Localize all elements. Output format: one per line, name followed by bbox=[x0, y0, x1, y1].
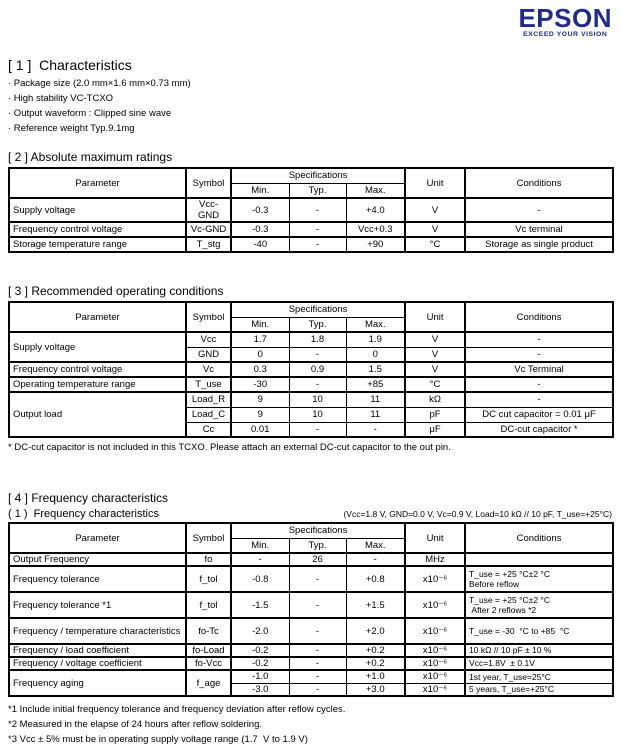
param-cell: Storage temperature range bbox=[9, 237, 186, 252]
min-cell: -0.3 bbox=[231, 198, 289, 222]
table-row bbox=[9, 377, 613, 392]
min-cell: 9 bbox=[231, 392, 289, 407]
header bbox=[8, 3, 612, 44]
header-conditions: Conditions bbox=[465, 523, 613, 553]
max-cell: +0.8 bbox=[346, 566, 405, 592]
symbol-cell: T_use bbox=[186, 377, 231, 392]
min-cell: -1.5 bbox=[231, 592, 289, 618]
typ-cell: - bbox=[289, 422, 346, 437]
table-header bbox=[9, 523, 613, 553]
max-cell: Vcc+0.3 bbox=[346, 222, 405, 237]
section-4-subtitle: ( 1 ) Frequency characteristics bbox=[8, 508, 159, 520]
max-cell: - bbox=[346, 553, 405, 566]
min-cell: 0.01 bbox=[231, 422, 289, 437]
unit-cell: x10⁻⁶ bbox=[405, 618, 465, 644]
absolute-maximum-ratings-table bbox=[8, 167, 614, 253]
max-cell: - bbox=[346, 422, 405, 437]
max-cell: 0 bbox=[346, 347, 405, 362]
max-cell: +0.2 bbox=[346, 657, 405, 670]
typ-cell: - bbox=[289, 566, 346, 592]
table-row bbox=[9, 566, 613, 592]
epson-logo-tagline: EXCEED YOUR VISION bbox=[523, 31, 608, 38]
header-max: Max. bbox=[346, 317, 405, 332]
header-parameter: Parameter bbox=[9, 302, 186, 332]
conditions-cell: 1st year, T_use=25°C bbox=[465, 670, 613, 683]
max-cell: +4.0 bbox=[346, 198, 405, 222]
frequency-characteristics-table bbox=[8, 522, 614, 697]
typ-cell: - bbox=[289, 683, 346, 696]
condition-line: T_use = +25 °C±2 °C bbox=[469, 568, 550, 579]
max-cell: +1.0 bbox=[346, 670, 405, 683]
header-specifications: Specifications bbox=[231, 168, 405, 183]
typ-cell: - bbox=[289, 618, 346, 644]
param-cell: Frequency aging bbox=[9, 670, 186, 696]
table-row bbox=[9, 198, 613, 222]
min-cell: -1.0 bbox=[231, 670, 289, 683]
typ-cell: 10 bbox=[289, 392, 346, 407]
conditions-cell: - bbox=[465, 347, 613, 362]
min-cell: -40 bbox=[231, 237, 289, 252]
condition-line: After 2 reflows *2 bbox=[469, 605, 537, 615]
max-cell: 1.5 bbox=[346, 362, 405, 377]
recommended-operating-conditions-table bbox=[8, 301, 614, 438]
header-conditions: Conditions bbox=[465, 168, 613, 198]
unit-cell: °C bbox=[405, 377, 465, 392]
condition-line: T_use = +25 °C±2 °C bbox=[469, 594, 550, 605]
min-cell: -3.0 bbox=[231, 683, 289, 696]
conditions-cell: Vcc=1.8V ± 0.1V bbox=[465, 657, 613, 670]
param-cell: Frequency control voltage bbox=[9, 222, 186, 237]
typ-cell: - bbox=[289, 670, 346, 683]
unit-cell: x10⁻⁶ bbox=[405, 592, 465, 618]
symbol-cell: f_tol bbox=[186, 592, 231, 618]
conditions-cell: T_use = -30 °C to +85 °C bbox=[465, 618, 613, 644]
typ-cell: 26 bbox=[289, 553, 346, 566]
table-row bbox=[9, 644, 613, 657]
table-row bbox=[9, 618, 613, 644]
typ-cell: - bbox=[289, 592, 346, 618]
conditions-cell: - bbox=[465, 198, 613, 222]
param-cell: Output Frequency bbox=[9, 553, 186, 566]
epson-logo bbox=[518, 3, 612, 44]
characteristics-list bbox=[8, 76, 612, 136]
min-cell: -0.3 bbox=[231, 222, 289, 237]
header-typ: Typ. bbox=[289, 183, 346, 198]
min-cell: -0.8 bbox=[231, 566, 289, 592]
typ-cell: - bbox=[289, 237, 346, 252]
table-row bbox=[9, 222, 613, 237]
section-1-title: [ 1 ] Characteristics bbox=[8, 57, 132, 73]
min-cell: -2.0 bbox=[231, 618, 289, 644]
param-cell: Supply voltage bbox=[9, 198, 186, 222]
header-symbol: Symbol bbox=[186, 168, 231, 198]
header-unit: Unit bbox=[405, 168, 465, 198]
header-typ: Typ. bbox=[289, 317, 346, 332]
conditions-cell: Storage as single product bbox=[465, 237, 613, 252]
unit-cell: x10⁻⁶ bbox=[405, 670, 465, 683]
header-symbol: Symbol bbox=[186, 302, 231, 332]
conditions-cell bbox=[465, 592, 613, 618]
conditions-cell: DC cut capacitor = 0.01 μF bbox=[465, 407, 613, 422]
typ-cell: 1.8 bbox=[289, 332, 346, 347]
symbol-cell: f_tol bbox=[186, 566, 231, 592]
conditions-cell: - bbox=[465, 392, 613, 407]
conditions-cell: - bbox=[465, 332, 613, 347]
list-item: · Package size (2.0 mm×1.6 mm×0.73 mm) bbox=[8, 78, 191, 89]
symbol-cell: GND bbox=[186, 347, 231, 362]
min-cell: -0.2 bbox=[231, 644, 289, 657]
section-4-footnotes bbox=[8, 702, 612, 747]
param-cell: Frequency tolerance *1 bbox=[9, 592, 186, 618]
header-symbol: Symbol bbox=[186, 523, 231, 553]
conditions-cell bbox=[465, 553, 613, 566]
list-item: · High stability VC-TCXO bbox=[8, 93, 114, 104]
header-conditions: Conditions bbox=[465, 302, 613, 332]
typ-cell: 10 bbox=[289, 407, 346, 422]
max-cell: +0.2 bbox=[346, 644, 405, 657]
header-parameter: Parameter bbox=[9, 523, 186, 553]
table-row bbox=[9, 362, 613, 377]
unit-cell: kΩ bbox=[405, 392, 465, 407]
header-min: Min. bbox=[231, 183, 289, 198]
param-cell: Frequency control voltage bbox=[9, 362, 186, 377]
param-cell: Frequency / load coefficient bbox=[9, 644, 186, 657]
dc-cut-capacitor-footnote: * DC-cut capacitor is not included in this TCXO. Please attach an external DC-cut capacitor to the out pin. bbox=[8, 442, 451, 453]
footnote: *3 Vcc ± 5% must be in operating supply voltage range (1.7 V to 1.9 V) bbox=[8, 734, 308, 745]
unit-cell: V bbox=[405, 347, 465, 362]
unit-cell: °C bbox=[405, 237, 465, 252]
section-4-title: [ 4 ] Frequency characteristics bbox=[8, 491, 169, 505]
typ-cell: - bbox=[289, 222, 346, 237]
condition-line: Before reflow bbox=[469, 579, 520, 589]
unit-cell: V bbox=[405, 362, 465, 377]
min-cell: -30 bbox=[231, 377, 289, 392]
max-cell: +3.0 bbox=[346, 683, 405, 696]
unit-cell: x10⁻⁶ bbox=[405, 657, 465, 670]
header-min: Min. bbox=[231, 317, 289, 332]
min-cell: 0 bbox=[231, 347, 289, 362]
footnote: *1 Include initial frequency tolerance and frequency deviation after reflow cycles. bbox=[8, 704, 346, 715]
symbol-cell: Vc-GND bbox=[186, 222, 231, 237]
section-3-title: [ 3 ] Recommended operating conditions bbox=[8, 284, 224, 298]
footnote: *2 Measured in the elapse of 24 hours after reflow soldering. bbox=[8, 719, 263, 730]
symbol-cell: Load_C bbox=[186, 407, 231, 422]
max-cell: 11 bbox=[346, 407, 405, 422]
symbol-cell: Load_R bbox=[186, 392, 231, 407]
symbol-cell: Cc bbox=[186, 422, 231, 437]
symbol-cell: Vc bbox=[186, 362, 231, 377]
conditions-cell: 5 years, T_use=+25°C bbox=[465, 683, 613, 696]
param-cell: Supply voltage bbox=[9, 332, 186, 362]
symbol-cell: Vcc-GND bbox=[186, 198, 231, 222]
max-cell: +1.5 bbox=[346, 592, 405, 618]
min-cell: 9 bbox=[231, 407, 289, 422]
max-cell: +90 bbox=[346, 237, 405, 252]
unit-cell: x10⁻⁶ bbox=[405, 644, 465, 657]
unit-cell: x10⁻⁶ bbox=[405, 566, 465, 592]
conditions-cell: Vc Terminal bbox=[465, 362, 613, 377]
symbol-cell: fo-Load bbox=[186, 644, 231, 657]
test-conditions-caption: (Vcc=1.8 V, GND=0.0 V, Vc=0.9 V, Load=10 kΩ // 10 pF, T_use=+25°C) bbox=[343, 509, 612, 519]
min-cell: - bbox=[231, 553, 289, 566]
table-row bbox=[9, 553, 613, 566]
param-cell: Frequency / temperature characteristics bbox=[9, 618, 186, 644]
conditions-cell: Vc terminal bbox=[465, 222, 613, 237]
table-row bbox=[9, 332, 613, 347]
unit-cell: MHz bbox=[405, 553, 465, 566]
table-row bbox=[9, 657, 613, 670]
conditions-cell: 10 kΩ // 10 pF ± 10 % bbox=[465, 644, 613, 657]
param-cell: Frequency tolerance bbox=[9, 566, 186, 592]
header-typ: Typ. bbox=[289, 538, 346, 553]
table-row bbox=[9, 592, 613, 618]
symbol-cell: fo-Vcc bbox=[186, 657, 231, 670]
typ-cell: - bbox=[289, 377, 346, 392]
header-parameter: Parameter bbox=[9, 168, 186, 198]
symbol-cell: fo-Tc bbox=[186, 618, 231, 644]
symbol-cell: Vcc bbox=[186, 332, 231, 347]
conditions-cell: - bbox=[465, 377, 613, 392]
typ-cell: - bbox=[289, 198, 346, 222]
header-unit: Unit bbox=[405, 523, 465, 553]
table-row bbox=[9, 670, 613, 683]
table-header bbox=[9, 168, 613, 198]
table-row bbox=[9, 392, 613, 407]
header-max: Max. bbox=[346, 538, 405, 553]
symbol-cell: fo bbox=[186, 553, 231, 566]
list-item: · Reference weight Typ.9.1mg bbox=[8, 123, 135, 134]
header-min: Min. bbox=[231, 538, 289, 553]
unit-cell: μF bbox=[405, 422, 465, 437]
min-cell: -0.2 bbox=[231, 657, 289, 670]
typ-cell: 0.9 bbox=[289, 362, 346, 377]
typ-cell: - bbox=[289, 644, 346, 657]
header-specifications: Specifications bbox=[231, 523, 405, 538]
param-cell: Frequency / voltage coefficient bbox=[9, 657, 186, 670]
section-2-title: [ 2 ] Absolute maximum ratings bbox=[8, 150, 173, 164]
min-cell: 1.7 bbox=[231, 332, 289, 347]
max-cell: +2.0 bbox=[346, 618, 405, 644]
header-max: Max. bbox=[346, 183, 405, 198]
param-cell: Output load bbox=[9, 392, 186, 437]
max-cell: 1.9 bbox=[346, 332, 405, 347]
max-cell: +85 bbox=[346, 377, 405, 392]
unit-cell: V bbox=[405, 332, 465, 347]
header-specifications: Specifications bbox=[231, 302, 405, 317]
unit-cell: V bbox=[405, 222, 465, 237]
typ-cell: - bbox=[289, 657, 346, 670]
table-header bbox=[9, 302, 613, 332]
symbol-cell: f_age bbox=[186, 670, 231, 696]
epson-logo-text: EPSON bbox=[518, 3, 612, 33]
conditions-cell: DC-cut capacitor * bbox=[465, 422, 613, 437]
param-cell: Operating temperature range bbox=[9, 377, 186, 392]
unit-cell: x10⁻⁶ bbox=[405, 683, 465, 696]
symbol-cell: T_stg bbox=[186, 237, 231, 252]
typ-cell: - bbox=[289, 347, 346, 362]
unit-cell: pF bbox=[405, 407, 465, 422]
unit-cell: V bbox=[405, 198, 465, 222]
max-cell: 11 bbox=[346, 392, 405, 407]
min-cell: 0.3 bbox=[231, 362, 289, 377]
header-unit: Unit bbox=[405, 302, 465, 332]
table-row bbox=[9, 237, 613, 252]
list-item: · Output waveform : Clipped sine wave bbox=[8, 108, 172, 119]
conditions-cell bbox=[465, 566, 613, 592]
